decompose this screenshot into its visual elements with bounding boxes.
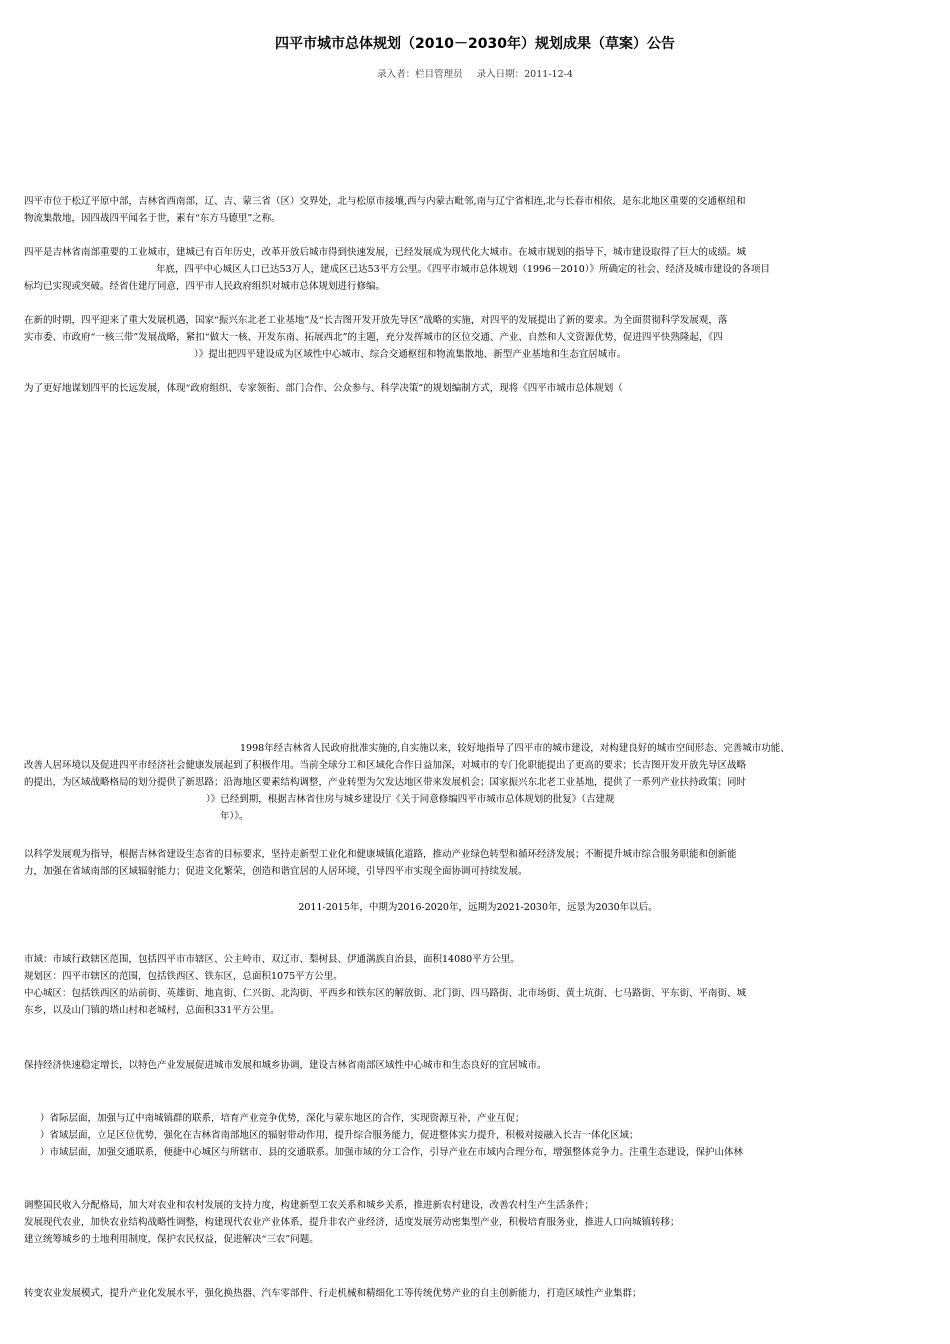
text-line: 的提出，为区域战略格局的划分提供了新思路；沿海地区要素结构调整，产业转型为欠发达地区带来发展机会；国家振兴东北老工业基地，提供了一系列产业扶持政策；同时 xyxy=(24,777,747,788)
text-line: 标均已实现或突破。经省住建厅同意，四平市人民政府组织对城市总体规划进行修编。 xyxy=(24,281,386,292)
list-item: ）省际层面，加强与辽中南城镇群的联系，培育产业竞争优势，深化与蒙东地区的合作，实现资源互补，产业互促； xyxy=(40,1113,525,1124)
text-line: 物流集散地，因四战四平闻名于世，素有“东方马德里”之称。 xyxy=(24,213,281,224)
entry-date: 录入日期：2011-12-4 xyxy=(476,69,573,80)
text-line: 年底，四平中心城区人口已达53万人，建成区已达53平方公里。《四平市城市总体规划（1996－2010）》所确定的社会、经济及城市建设的各项目 xyxy=(156,264,771,275)
text-line: 实市委、市政府“一核三带”发展战略，紧扣“做大一核、开发东南、拓展西北”的主题，充分发挥城市的区位交通、产业、自然和人文资源优势，促进四平快熟隆起，《四 xyxy=(24,332,723,343)
text-line: ）》提出把四平建设成为区域性中心城市、综合交通枢纽和物流集散地、新型产业基地和生态宜居城市。 xyxy=(194,349,627,360)
text-line: 调整国民收入分配格局，加大对农业和农村发展的支持力度，构建新型工农关系和城乡关系，推进新农村建设，改善农村生产生活条件； xyxy=(24,1200,595,1211)
text-line: 年）》。 xyxy=(220,811,249,822)
text-line: 2011-2015年，中期为2016-2020年，远期为2021-2030年，远景为2030年以后。 xyxy=(298,902,658,913)
paragraph-regional-levels xyxy=(40,1110,932,1161)
paragraph-planning-period xyxy=(24,899,932,916)
text-line: 发展现代农业，加快农业结构战略性调整，构建现代农业产业体系，提升非农产业经济，适度发展劳动密集型产业，积极培育服务业，推进人口向城镇转移； xyxy=(24,1217,680,1228)
paragraph-planning-scope xyxy=(24,951,932,1019)
paragraph-industry xyxy=(24,1285,932,1302)
paragraph-urban-rural xyxy=(24,1197,932,1248)
text-line: 四平市位于松辽平原中部，吉林省西南部，辽、吉、蒙三省（区）交界处，北与松原市接壤,西与内蒙古毗邻,南与辽宁省相连,北与长春市相依，是东北地区重要的交通枢纽和 xyxy=(24,196,746,207)
paragraph-background xyxy=(24,740,932,825)
paragraph-location xyxy=(24,193,932,227)
text-line: 中心城区：包括铁西区的站前街、英雄街、地直街、仁兴街、北沟街、平西乡和铁东区的解放街、北门街、四马路街、北市场街、黄土坑街、七马路街、平东街、平南街、城 xyxy=(24,988,747,999)
list-item: ）市域层面，加强交通联系，便捷中心城区与所辖市、县的交通联系。加强市域的分工合作，引导产业在市域内合理分布，增强整体竞争力。注重生态建设，保护山体林 xyxy=(40,1147,744,1158)
text-line: 市域：市域行政辖区范围，包括四平市市辖区、公主岭市、双辽市、梨树县、伊通满族自治县，面积14080平方公里。 xyxy=(24,954,520,965)
paragraph-history xyxy=(24,244,932,295)
text-line: 建立统筹城乡的土地利用制度，保护农民权益，促进解决“三农”问题。 xyxy=(24,1234,319,1245)
list-item: ）省域层面，立足区位优势，强化在吉林省南部地区的辐射带动作用，提升综合服务能力，促进整体实力提升，积极对接融入长吉一体化区域； xyxy=(40,1130,639,1141)
entry-meta xyxy=(0,68,950,82)
paragraph-guiding-principles xyxy=(24,846,932,880)
text-line: 东乡，以及山门镇的塔山村和老城村，总面积331平方公里。 xyxy=(24,1005,280,1016)
paragraph-new-era xyxy=(24,312,932,363)
text-line: 保持经济快速稳定增长，以特色产业发展促进城市发展和城乡协调，建设吉林省南部区域性中心城市和生态良好的宜居城市。 xyxy=(24,1060,547,1071)
paragraph-announcement xyxy=(24,380,932,397)
text-line: 以科学发展观为指导，根据吉林省建设生态省的目标要求，坚持走新型工业化和健康城镇化道路，推动产业绿色转型和循环经济发展；不断提升城市综合服务职能和创新能 xyxy=(24,849,737,860)
text-line: 在新的时期，四平迎来了重大发展机遇，国家“振兴东北老工业基地”及“长吉图开发开放先导区”战略的实施，对四平的发展提出了新的要求。为全面贯彻科学发展观，落 xyxy=(24,315,728,326)
text-line: 转变农业发展模式，提升产业化发展水平，强化换热器、汽车零部件、行走机械和精细化工等传统优势产业的自主创新能力，打造区域性产业集群； xyxy=(24,1288,642,1299)
text-line: 改善人居环境以及促进四平市经济社会健康发展起到了积极作用。当前全球分工和区域化合作日益加深，对城市的专门化职能提出了更高的要求；长吉图开发开放先导区战略 xyxy=(24,760,747,771)
text-line: 力，加强在省域南部的区域辐射能力；促进文化繁荣，创造和谐宜居的人居环境，引导四平市实现全面协调可持续发展。 xyxy=(24,866,528,877)
paragraph-development-goal xyxy=(24,1057,932,1074)
text-line: 为了更好地谋划四平的长远发展，体现“政府组织、专家领衔、部门合作、公众参与、科学决策”的规划编制方式，现将《四平市城市总体规划（ xyxy=(24,383,623,394)
text-line: 四平是吉林省南部重要的工业城市，建城已有百年历史，改革开放后城市得到快速发展，已经发展成为现代化大城市。在城市规划的指导下，城市建设取得了巨大的成绩。城 xyxy=(24,247,747,258)
text-line: ）》已经到期，根据吉林省住房与城乡建设厅《关于同意修编四平市城市总体规划的批复》（吉建规 xyxy=(206,794,615,805)
author-label: 录入者：栏目管理员 xyxy=(377,69,463,80)
page-title: 四平市城市总体规划（2010－2030年）规划成果（草案）公告 xyxy=(275,36,675,52)
text-line: 1998年经吉林省人民政府批准实施的,自实施以来，较好地指导了四平市的城市建设，对构建良好的城市空间形态、完善城市功能、 xyxy=(240,743,790,754)
text-line: 规划区：四平市辖区的范围，包括铁西区、铁东区，总面积1075平方公里。 xyxy=(24,971,343,982)
